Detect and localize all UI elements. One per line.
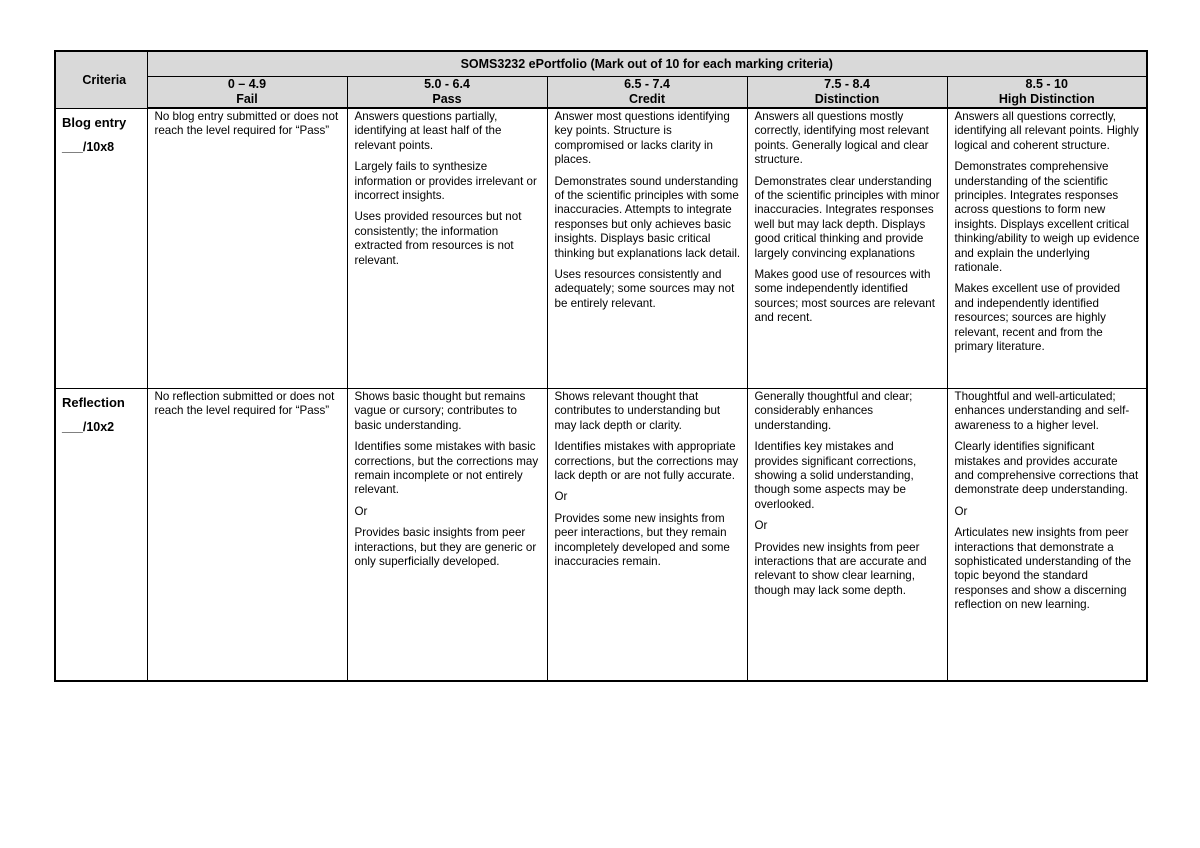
- band-header-distinction: [747, 77, 947, 109]
- band-name: High Distinction: [998, 92, 1095, 106]
- criterion-cell: [55, 108, 147, 389]
- descriptor-paragraph: Answers all questions correctly, identifying all relevant points. Highly logical and coherent structure.: [954, 110, 1139, 152]
- descriptor-paragraph: Largely fails to synthesize information or provides irrelevant or incorrect insights.: [354, 160, 537, 203]
- band-header-fail: [147, 77, 347, 109]
- descriptor-paragraph: Provides some new insights from peer interactions, but they remain incompletely developed and some inaccuracies remain.: [554, 511, 730, 569]
- band-range: 0 – 4.9: [227, 77, 267, 91]
- band-name: Fail: [236, 92, 258, 106]
- band-range: 7.5 - 8.4: [824, 77, 870, 91]
- criterion-row-blog-entry: [55, 108, 1147, 389]
- rubric-title: SOMS3232 ePortfolio (Mark out of 10 for each marking criteria): [147, 51, 1147, 77]
- descriptor-paragraph: No reflection submitted or does not reach the level required for “Pass”: [154, 390, 335, 418]
- band-name: Distinction: [814, 92, 880, 106]
- band-name: Credit: [628, 92, 666, 106]
- band-header-row: [55, 77, 1147, 109]
- descriptor-paragraph: Or: [554, 490, 568, 504]
- descriptor-cell-pass: [347, 389, 547, 682]
- descriptor-paragraph: Or: [754, 519, 768, 533]
- descriptor-paragraph: Shows relevant thought that contributes to understanding but may lack depth or clarity.: [554, 390, 721, 432]
- descriptor-paragraph: Uses provided resources but not consistently; the information extracted from resources is not relevant.: [354, 210, 522, 267]
- descriptor-paragraph: Demonstrates comprehensive understanding of the scientific principles. Integrates responses across questions to form new insights. Displays excellent critical thinking/ability to weigh up evidence and explain the underlying rationale.: [954, 160, 1140, 275]
- band-range: 5.0 - 6.4: [424, 77, 470, 91]
- descriptor-paragraph: Shows basic thought but remains vague or cursory; contributes to basic understanding.: [354, 390, 526, 432]
- descriptor-paragraph: Identifies mistakes with appropriate corrections, but the corrections may lack depth or are not fully accurate.: [554, 440, 739, 483]
- descriptor-paragraph: Identifies key mistakes and provides significant corrections, showing a solid understanding, though some aspects may be overlooked.: [754, 440, 917, 511]
- criterion-row-reflection: [55, 389, 1147, 682]
- band-header-pass: [347, 77, 547, 109]
- band-header-high-distinction: [947, 77, 1147, 109]
- descriptor-cell-pass: [347, 108, 547, 389]
- title-row: [55, 51, 1147, 77]
- descriptor-paragraph: Answers questions partially, identifying at least half of the relevant points.: [354, 110, 502, 152]
- descriptor-paragraph: Makes good use of resources with some independently identified sources; most sources are relevant and recent.: [754, 268, 935, 325]
- descriptor-paragraph: Clearly identifies significant mistakes and provides accurate and comprehensive corrections that demonstrate deep understanding.: [954, 440, 1139, 497]
- band-header-credit: [547, 77, 747, 109]
- criterion-name: Reflection: [62, 395, 125, 410]
- band-name: Pass: [432, 92, 462, 106]
- descriptor-cell-credit: [547, 389, 747, 682]
- criterion-score-blank: ___/10x8: [62, 139, 115, 154]
- descriptor-paragraph: Generally thoughtful and clear; considerably enhances understanding.: [754, 390, 913, 432]
- criteria-header: Criteria: [55, 51, 147, 108]
- descriptor-paragraph: Identifies some mistakes with basic corrections, but the corrections may remain incomplete or not entirely relevant.: [354, 440, 539, 497]
- descriptor-paragraph: Provides basic insights from peer interactions, but they are generic or only superficially developed.: [354, 526, 537, 569]
- descriptor-paragraph: Or: [354, 504, 368, 518]
- descriptor-paragraph: Answers all questions mostly correctly, identifying most relevant points. Generally logical and clear structure.: [754, 110, 929, 167]
- descriptor-cell-distinction: [747, 108, 947, 389]
- descriptor-cell-fail: [147, 389, 347, 682]
- criterion-score-blank: ___/10x2: [62, 420, 115, 434]
- descriptor-cell-high-distinction: [947, 108, 1147, 389]
- descriptor-paragraph: Answer most questions identifying key points. Structure is compromised or lacks clarity in places.: [554, 110, 730, 167]
- descriptor-paragraph: Demonstrates sound understanding of the scientific principles with some inaccuracies. Attempts to integrate responses but only achieves basic insights. Displays basic critical thinking but explanations lack detail.: [554, 174, 741, 260]
- criterion-cell: [55, 389, 147, 682]
- descriptor-cell-high-distinction: [947, 389, 1147, 682]
- criterion-name: Blog entry: [62, 114, 127, 130]
- descriptor-cell-distinction: [747, 389, 947, 682]
- band-range: 8.5 - 10: [1025, 77, 1068, 91]
- marking-rubric-table: [54, 50, 1148, 682]
- band-range: 6.5 - 7.4: [624, 77, 670, 91]
- descriptor-paragraph: Or: [954, 504, 968, 518]
- descriptor-paragraph: Demonstrates clear understanding of the scientific principles with minor inaccuracies. Integrates responses well but may lack depth. Displays good critical thinking and provide largely convincing explanations: [754, 174, 940, 260]
- descriptor-paragraph: Thoughtful and well-articulated; enhances understanding and self-awareness to a higher level.: [954, 390, 1130, 432]
- descriptor-paragraph: Uses resources consistently and adequately; some sources may not be entirely relevant.: [554, 268, 735, 310]
- descriptor-paragraph: Provides new insights from peer interactions that are accurate and relevant to show clear learning, though may lack some depth.: [754, 540, 927, 597]
- descriptor-cell-fail: [147, 108, 347, 389]
- descriptor-cell-credit: [547, 108, 747, 389]
- descriptor-paragraph: No blog entry submitted or does not reach the level required for “Pass”: [154, 110, 339, 138]
- descriptor-paragraph: Articulates new insights from peer interactions that demonstrate a sophisticated understanding of the topic beyond the standard responses and show a discerning reflection on new learning.: [954, 526, 1132, 612]
- descriptor-paragraph: Makes excellent use of provided and independently identified resources; sources are highly relevant, recent and from the primary literature.: [954, 282, 1121, 354]
